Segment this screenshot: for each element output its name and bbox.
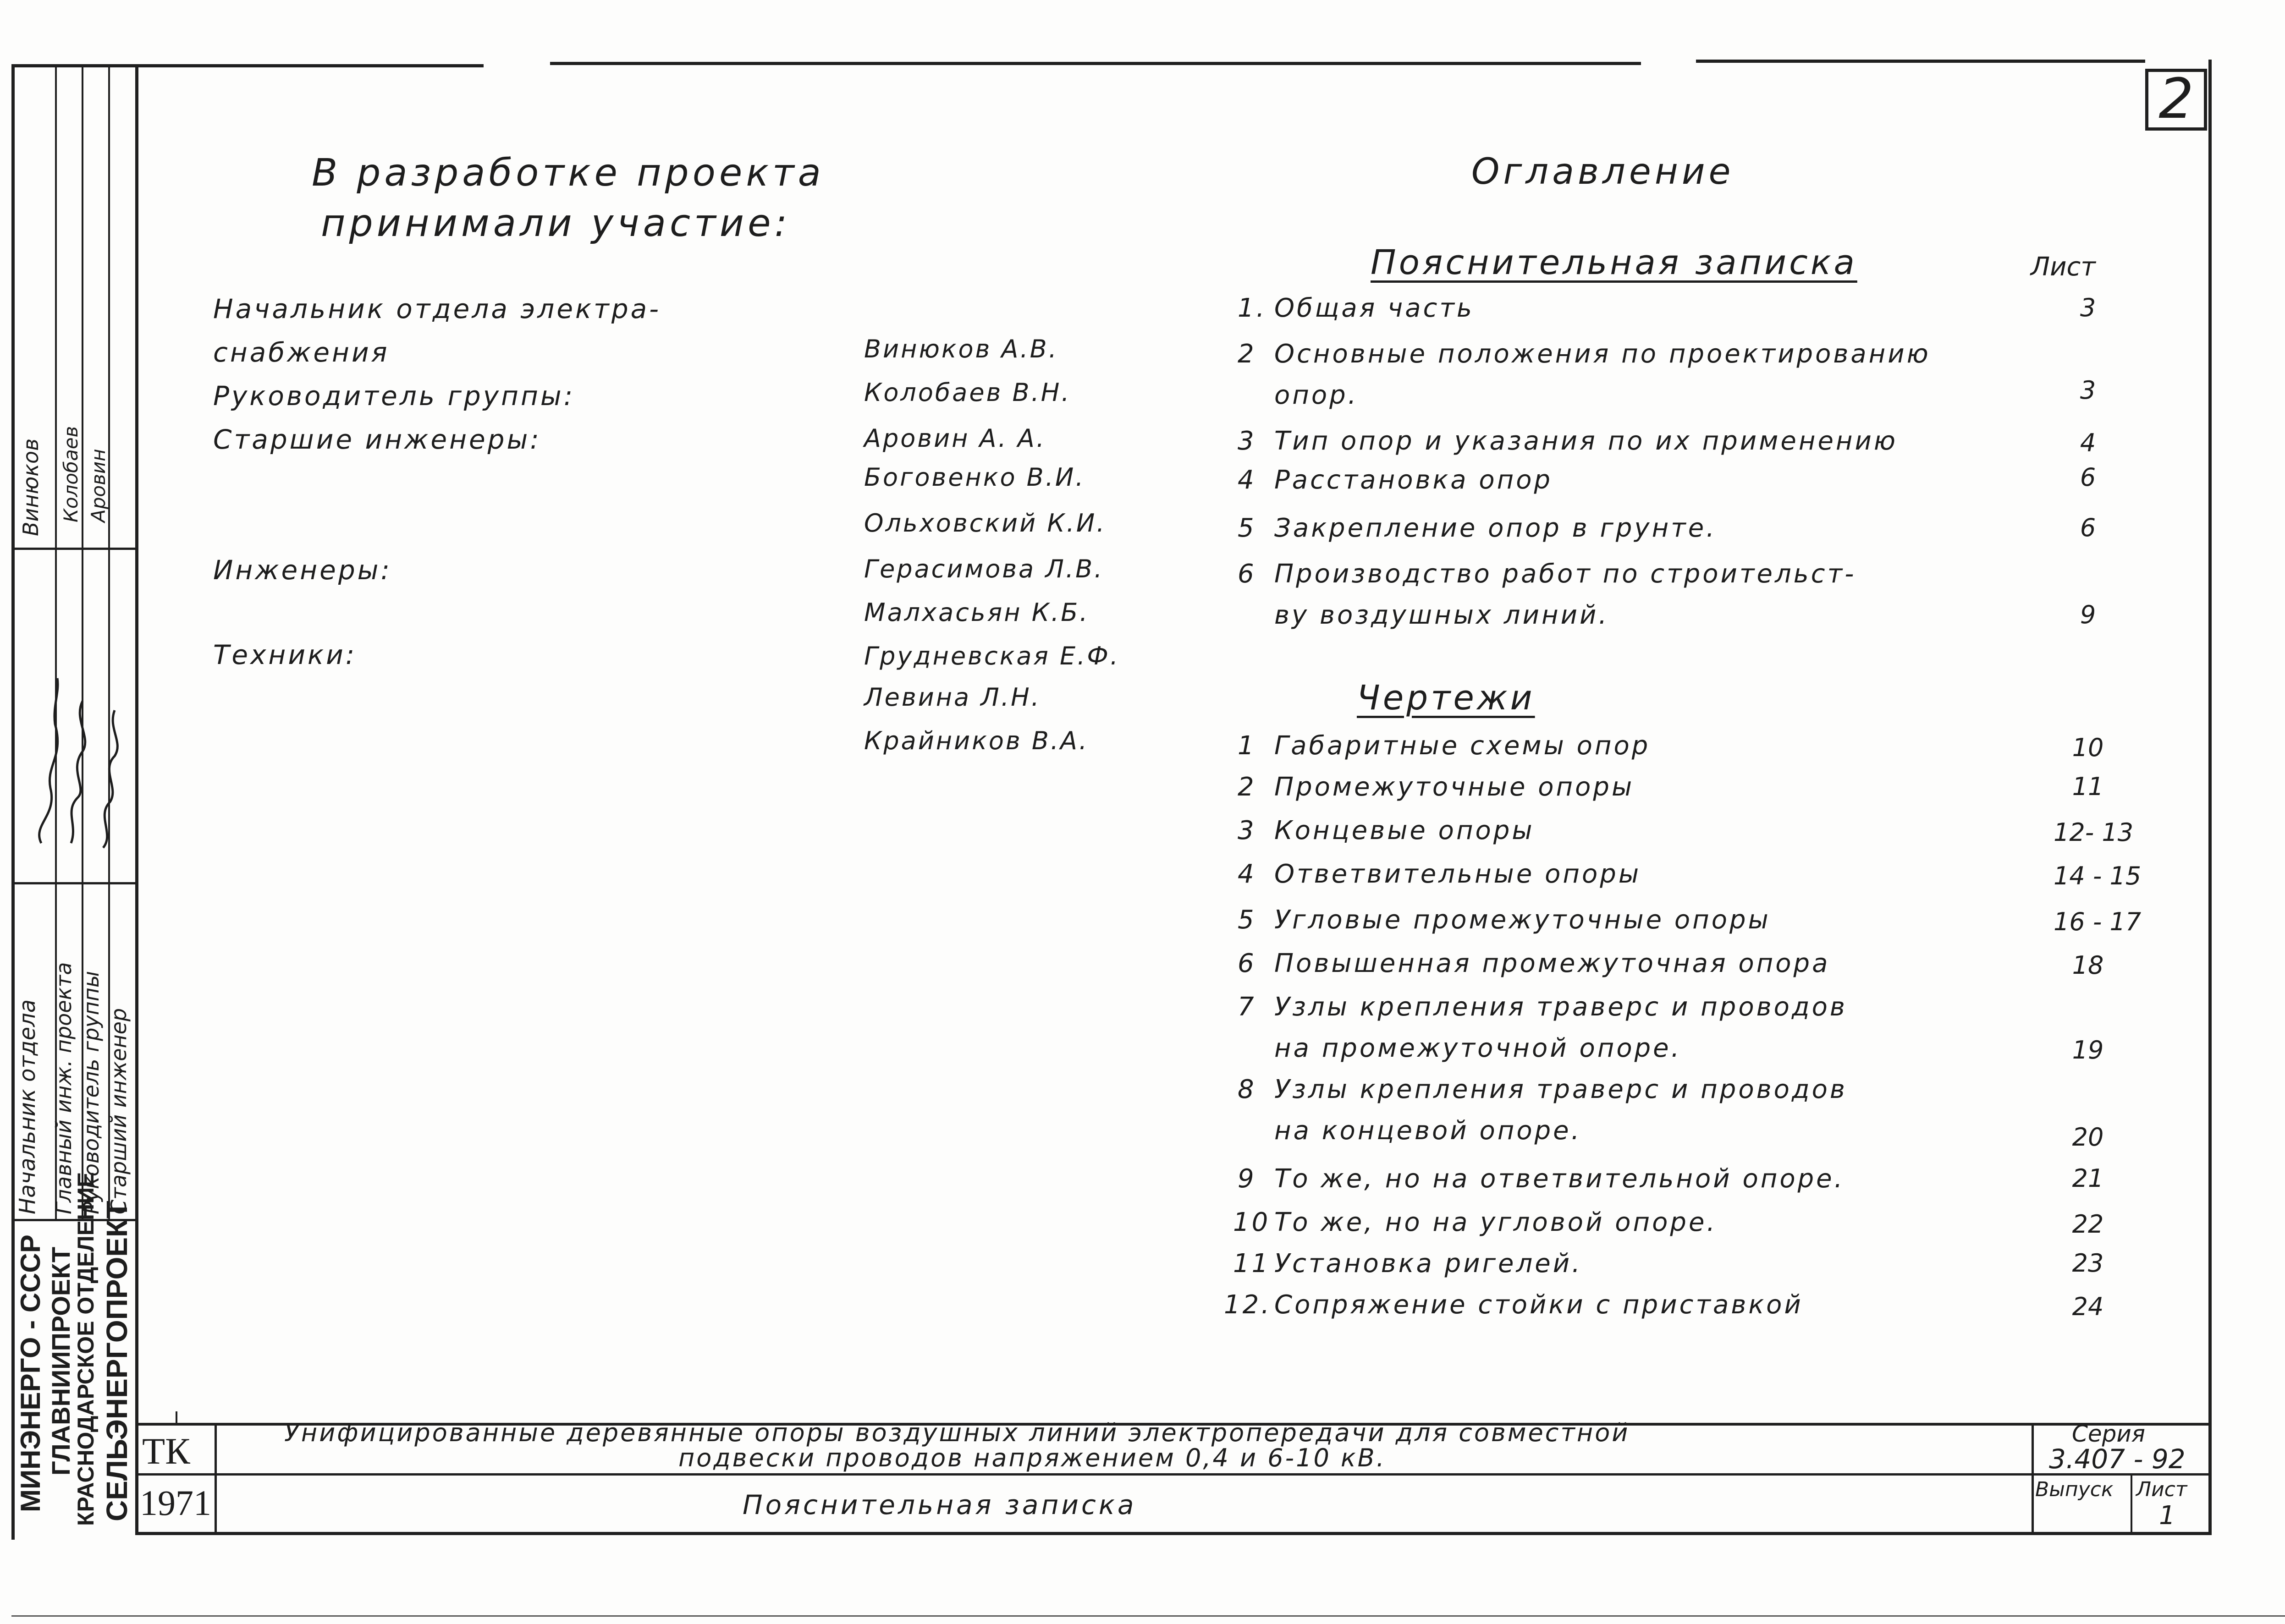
credit-name: Винюков А.В. (864, 335, 1058, 363)
toc-section2-title: Чертежи (1357, 678, 1535, 718)
credit-name: Левина Л.Н. (864, 683, 1041, 712)
toc-sheet-label: Лист (2031, 252, 2096, 282)
toc-item-text: Повышенная промежуточная опора (1274, 949, 1830, 978)
credit-role: снабжения (213, 337, 390, 368)
toc-item-page: 24 (2072, 1292, 2104, 1321)
toc-item-text: Общая часть (1274, 293, 1474, 323)
tb-col-code (215, 1423, 217, 1535)
signature-1 (39, 678, 58, 843)
stamp-org-line-1: МИНЭНЕРГО - СССР (15, 1234, 46, 1512)
toc-item-text: Ответвительные опоры (1274, 859, 1641, 889)
stamp-position-1: Начальник отдела (15, 999, 40, 1214)
toc-item-number: 1 (1238, 731, 1256, 761)
stamp-org-line-4: СЕЛЬЭНЕРГОПРОЕКТ (100, 1201, 133, 1521)
toc-item-text: Узлы крепления траверс и проводов (1274, 992, 1847, 1022)
credit-name: Малхасьян К.Б. (864, 598, 1090, 627)
toc-item-number: 6 (1238, 949, 1256, 978)
toc-item-text: на концевой опоре. (1274, 1116, 1582, 1146)
tb-year: 1971 (140, 1483, 211, 1523)
frame-bottom (135, 1532, 2212, 1535)
toc-item-text: Габаритные схемы опор (1274, 731, 1651, 761)
toc-item-page: 11 (2072, 772, 2104, 801)
signature-3 (103, 710, 117, 848)
tb-sheet-value: 1 (2159, 1501, 2175, 1531)
stamp-surname-1: Винюков (18, 438, 43, 536)
toc-item-text: ву воздушных линий. (1274, 600, 1609, 630)
toc-item-number: 5 (1238, 513, 1256, 543)
toc-item-number: 12. (1224, 1290, 1272, 1320)
credit-role: Руководитель группы: (213, 380, 575, 411)
toc-item-text: Основные положения по проектированию (1274, 339, 1931, 369)
tb-title-line1: Унифицированные деревянные опоры воздушных линий электропередачи для совместной (284, 1418, 1630, 1447)
frame-left-inner (135, 64, 138, 1535)
credit-name: Колобаев В.Н. (864, 378, 1071, 407)
stamp-divider-2 (11, 548, 135, 550)
toc-item-text: опор. (1274, 380, 1359, 410)
toc-item-number: 3 (1238, 426, 1256, 456)
credit-name: Боговенко В.И. (864, 463, 1085, 492)
tb-code: ТК (142, 1430, 190, 1472)
toc-item-number: 2 (1238, 339, 1256, 369)
toc-item-page: 10 (2072, 733, 2104, 762)
tb-col-sheet (2131, 1473, 2132, 1535)
toc-item-page: 16 - 17 (2054, 907, 2142, 936)
stamp-org-line-2: ГЛАВНИИПРОЕКТ (46, 1246, 75, 1476)
toc-item-page: 12- 13 (2054, 818, 2134, 847)
toc-item-page: 20 (2072, 1123, 2104, 1152)
toc-item-text: Угловые промежуточные опоры (1274, 905, 1771, 935)
toc-item-number: 5 (1238, 905, 1256, 935)
credit-role: Начальник отдела электра- (213, 293, 661, 324)
toc-section1-title: Пояснительная записка (1371, 243, 1857, 282)
credit-name: Аровин А. А. (864, 424, 1046, 453)
toc-item-number: 10 (1233, 1207, 1271, 1237)
frame-right (2208, 60, 2212, 1535)
credit-role: Инженеры: (213, 554, 392, 586)
toc-item-text: Производство работ по строительст- (1274, 559, 1856, 589)
toc-item-text: Расстановка опор (1274, 465, 1553, 495)
sheet-number: 2 (2158, 67, 2194, 131)
tb-series-label: Серия (2072, 1421, 2145, 1447)
tb-mid-line (135, 1473, 2212, 1476)
toc-item-text: То же, но на угловой опоре. (1274, 1207, 1718, 1237)
toc-item-text: То же, но на ответвительной опоре. (1274, 1164, 1845, 1194)
stamp-signatures (14, 651, 133, 880)
credit-name: Ольховский К.И. (864, 509, 1107, 538)
toc-item-page: 23 (2072, 1249, 2104, 1278)
credit-name: Крайников В.А. (864, 726, 1089, 755)
toc-item-text: Узлы крепления траверс и проводов (1274, 1075, 1847, 1104)
toc-item-text: Закрепление опор в грунте. (1274, 513, 1717, 543)
toc-item-number: 4 (1238, 465, 1256, 495)
frame-top-right (1696, 60, 2145, 63)
toc-item-number: 4 (1238, 859, 1256, 889)
stamp-surname-4: Аровин (87, 449, 110, 522)
toc-item-number: 9 (1238, 1164, 1256, 1194)
toc-item-text: Тип опор и указания по их применению (1274, 426, 1898, 456)
stamp-position-4: Старший инженер (106, 1008, 131, 1214)
frame-top-mid (550, 62, 1641, 65)
tb-issue-label: Выпуск (2035, 1478, 2114, 1501)
toc-item-page: 6 (2080, 513, 2096, 542)
toc-item-number: 8 (1238, 1075, 1256, 1104)
toc-item-number: 1. (1238, 293, 1267, 323)
tb-series-value: 3.407 - 92 (2049, 1443, 2186, 1475)
toc-item-text: Сопряжение стойки с приставкой (1274, 1290, 1803, 1320)
toc-item-page: 18 (2072, 951, 2104, 980)
tb-title-line2: подвески проводов напряжением 0,4 и 6-10 кВ. (678, 1443, 1386, 1472)
tb-sheet-label: Лист (2136, 1478, 2187, 1501)
outer-trim-line (11, 1615, 2285, 1617)
stamp-position-2: Главный инж. проекта (51, 962, 76, 1214)
toc-item-number: 3 (1238, 816, 1256, 845)
toc-item-page: 14 - 15 (2054, 861, 2142, 890)
toc-item-page: 3 (2080, 293, 2096, 322)
toc-item-text: Промежуточные опоры (1274, 772, 1635, 802)
toc-item-number: 11 (1233, 1249, 1271, 1278)
sheet-number-box (2145, 69, 2207, 131)
stamp-surname-3: Колобаев (60, 426, 82, 522)
credits-heading-line1: В разработке проекта (312, 151, 825, 195)
toc-item-page: 21 (2072, 1164, 2104, 1193)
signature-2 (71, 701, 85, 843)
toc-title: Оглавление (1471, 151, 1734, 192)
toc-item-page: 9 (2080, 600, 2096, 629)
toc-item-page: 19 (2072, 1036, 2104, 1064)
toc-item-page: 4 (2080, 428, 2096, 457)
credit-name: Грудневская Е.Ф. (864, 642, 1120, 670)
toc-item-number: 6 (1238, 559, 1256, 589)
credit-name: Герасимова Л.В. (864, 554, 1104, 583)
toc-item-page: 6 (2080, 463, 2096, 492)
credit-role: Техники: (213, 639, 357, 670)
toc-item-number: 7 (1238, 992, 1256, 1022)
credit-role: Старшие инженеры: (213, 424, 541, 455)
credits-heading-line2: принимали участие: (321, 202, 791, 245)
toc-item-text: Концевые опоры (1274, 816, 1535, 845)
toc-item-number: 2 (1238, 772, 1256, 802)
stamp-position-3: Руководитель группы (79, 971, 104, 1214)
stamp-divider-1 (11, 882, 135, 884)
toc-item-text: на промежуточной опоре. (1274, 1033, 1682, 1063)
toc-item-page: 22 (2072, 1210, 2104, 1239)
stamp-org-line-3: КРАСНОДАРСКОЕ ОТДЕЛЕНИЕ (73, 1172, 99, 1526)
tb-col-series (2032, 1423, 2034, 1535)
toc-item-text: Установка ригелей. (1274, 1249, 1582, 1278)
tb-doc-name: Пояснительная записка (743, 1489, 1137, 1520)
toc-item-page: 3 (2080, 376, 2096, 405)
tb-tick (176, 1411, 177, 1425)
